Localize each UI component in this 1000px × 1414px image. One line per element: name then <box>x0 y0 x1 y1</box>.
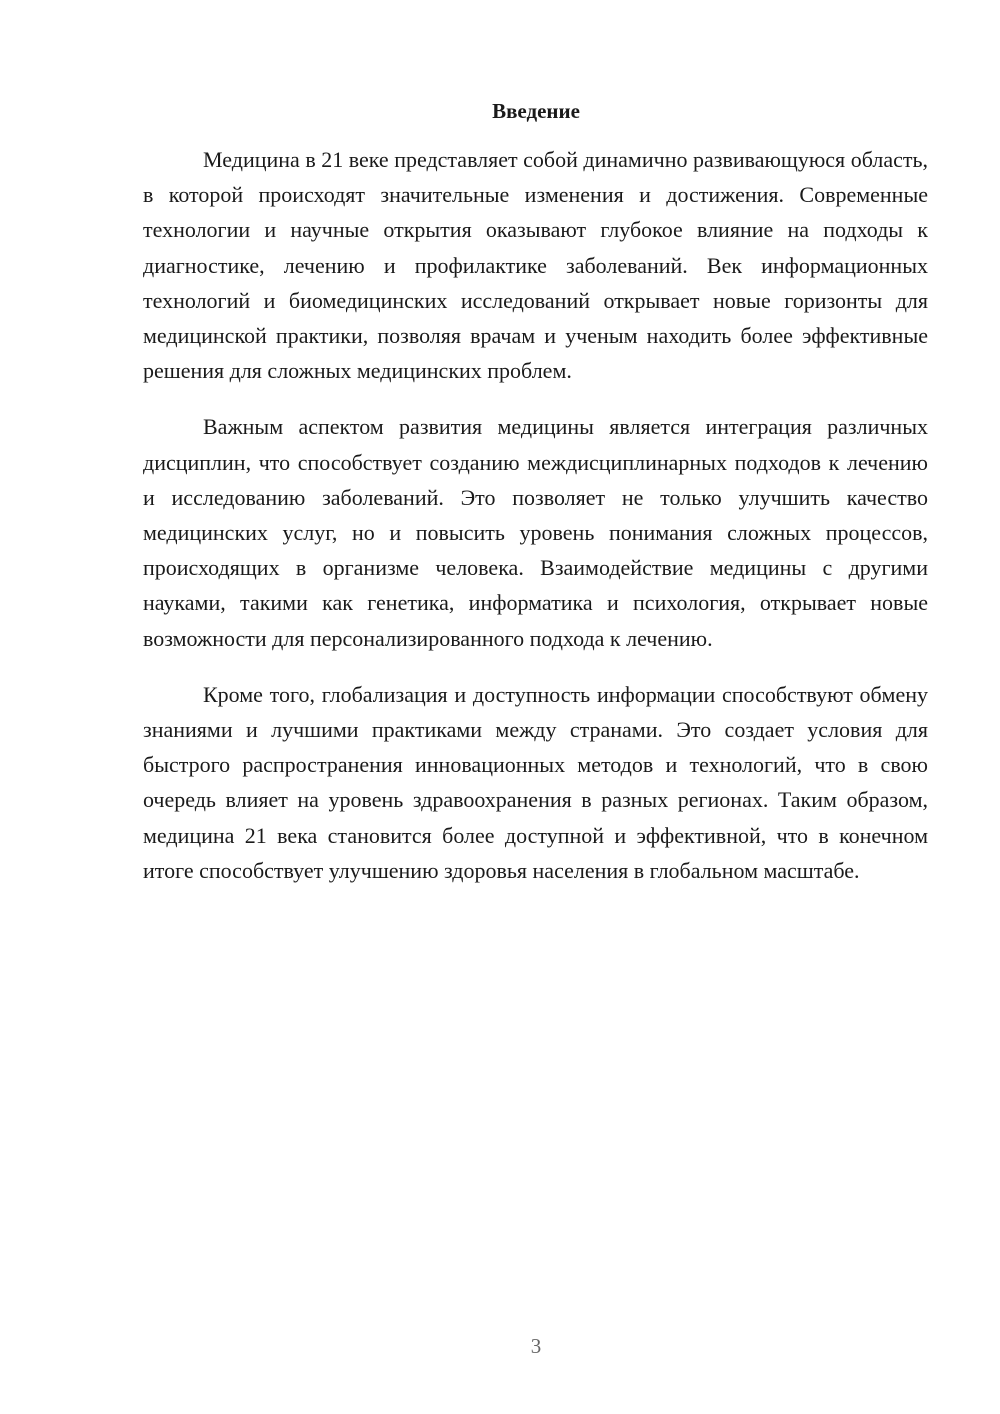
section-title: Введение <box>492 99 580 123</box>
paragraph-2: Важным аспектом развития медицины является интеграция различных дисциплин, что способствует созданию междисциплинарных подходов к лечению и исследованию заболеваний. Это позволяет не только улучшить качество медицинских услуг, но и повысить уровень понимания сложных процессов, происходящих в организме человека. Взаимодействие медицины с другими науками, такими как генетика, информатика и психология, открывает новые возможности для персонализированного подхода к лечению. <box>143 414 928 651</box>
paragraph-1: Медицина в 21 веке представляет собой динамично развивающуюся область, в которой происходят значительные изменения и достижения. Современные технологии и научные открытия оказывают глубокое влияние на подходы к диагностике, лечению и профилактике заболеваний. Век информационных технологий и биомедицинских исследований открывает новые горизонты для медицинской практики, позволяя врачам и ученым находить более эффективные решения для сложных медицинских проблем. <box>143 147 928 384</box>
page-number: 3 <box>530 1334 542 1358</box>
paragraph-3: Кроме того, глобализация и доступность информации способствуют обмену знаниями и лучшими практиками между странами. Это создает условия для быстрого распространения инновационных методов и технологий, что в свою очередь влияет на уровень здравоохранения в разных регионах. Таким образом, медицина 21 века становится более доступной и эффективной, что в конечном итоге способствует улучшению здоровья населения в глобальном масштабе. <box>143 681 928 883</box>
body-text <box>143 142 928 909</box>
